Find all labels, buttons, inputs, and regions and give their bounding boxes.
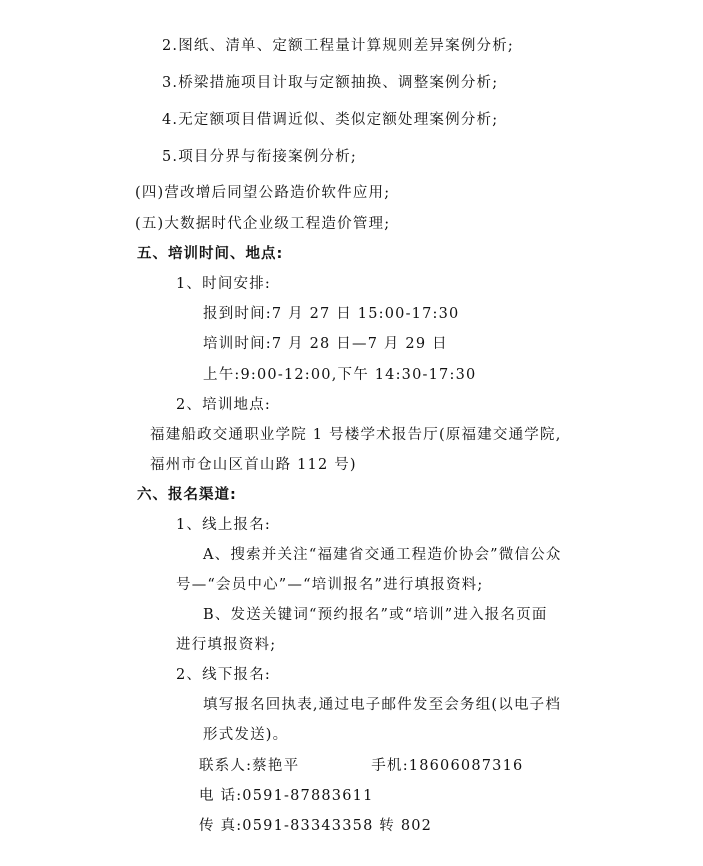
paragraph-text: A、搜索并关注“福建省交通工程造价协会”微信公众 <box>203 547 562 563</box>
topic-item: (五)大数据时代企业级工程造价管理; <box>135 216 391 232</box>
contact-person: 联系人:蔡艳平 <box>199 758 300 774</box>
topic-item: (四)营改增后同望公路造价软件应用; <box>135 185 391 201</box>
location-text: 福建船政交通职业学院 1 号楼学术报告厅(原福建交通学院, <box>150 427 562 443</box>
subsection-title: 1、线上报名: <box>176 517 272 533</box>
contact-line <box>199 757 523 775</box>
subsection-title: 1、时间安排: <box>176 276 272 292</box>
phone-number: 电 话:0591-87883611 <box>199 788 374 804</box>
paragraph-text: 进行填报资料; <box>176 637 277 653</box>
section-heading: 六、报名渠道: <box>137 487 237 503</box>
checkin-time: 报到时间:7 月 27 日 15:00-17:30 <box>203 306 460 322</box>
fax-number: 传 真:0591-83343358 转 802 <box>199 818 433 834</box>
training-time: 培训时间:7 月 28 日—7 月 29 日 <box>203 336 448 352</box>
paragraph-text: B、发送关键词“预约报名”或“培训”进入报名页面 <box>203 607 548 623</box>
paragraph-text: 填写报名回执表,通过电子邮件发至会务组(以电子档 <box>203 697 562 713</box>
list-item: 2.图纸、清单、定额工程量计算规则差异案例分析; <box>162 38 515 54</box>
subsection-title: 2、线下报名: <box>176 667 272 683</box>
training-hours: 上午:9:00-12:00,下午 14:30-17:30 <box>203 367 477 383</box>
list-item: 5.项目分界与衔接案例分析; <box>162 149 358 165</box>
location-text: 福州市仓山区首山路 112 号) <box>150 457 357 473</box>
paragraph-text: 号—“会员中心”—“培训报名”进行填报资料; <box>176 577 484 593</box>
section-heading: 五、培训时间、地点: <box>137 246 284 262</box>
subsection-title: 2、培训地点: <box>176 397 272 413</box>
list-item: 3.桥梁措施项目计取与定额抽换、调整案例分析; <box>162 75 499 91</box>
paragraph-text: 形式发送)。 <box>203 727 289 743</box>
list-item: 4.无定额项目借调近似、类似定额处理案例分析; <box>162 112 499 128</box>
mobile-number: 手机:18606087316 <box>371 758 524 774</box>
